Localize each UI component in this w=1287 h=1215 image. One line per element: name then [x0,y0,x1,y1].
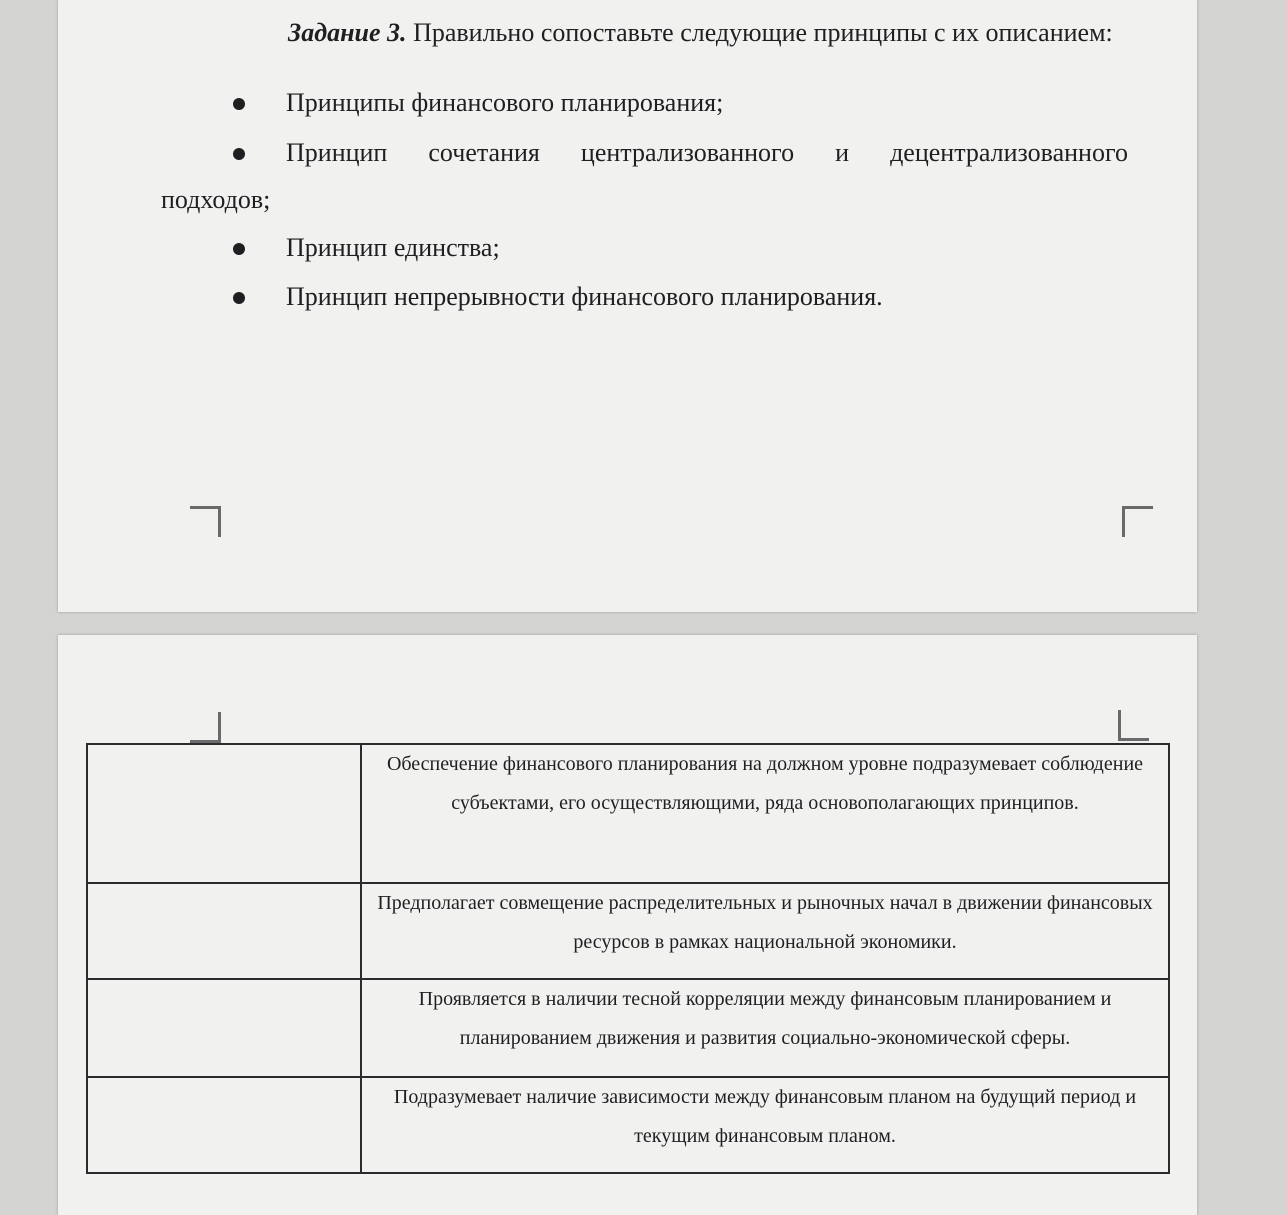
description-cell: Обеспечение финансового планирования на должном уровне подразумевает соблюдение субъектами, его осуществляющими, ряда основополагающих принципов. [361,744,1169,883]
principle-2-word: Принцип [286,138,388,167]
bullet-icon [233,98,245,110]
table-row [87,883,1169,979]
principle-2-word: и [835,138,850,167]
table-row [87,979,1169,1077]
task-text: Правильно сопоставьте следующие принципы с их описанием: [413,18,1113,47]
matching-table [86,743,1170,1174]
task-heading [288,16,1188,50]
table-row [87,744,1169,883]
principle-3: Принцип единства; [286,233,500,262]
principle-2-word: децентрализованного [890,138,1128,167]
margin-corner-icon [1118,710,1149,741]
principle-2-continuation: подходов; [161,185,271,214]
bullet-icon [233,243,245,255]
bullet-icon [233,148,245,160]
principle-2-word: сочетания [428,138,540,167]
answer-cell[interactable] [87,979,361,1077]
document-page-1 [58,0,1197,612]
description-cell: Предполагает совмещение распределительных и рыночных начал в движении финансовых ресурсов в рамках национальной экономики. [361,883,1169,979]
answer-cell[interactable] [87,1077,361,1173]
table-row [87,1077,1169,1173]
margin-corner-icon [190,712,221,743]
bullet-icon [233,292,245,304]
margin-corner-icon [1122,506,1153,537]
principle-2 [286,136,1128,170]
description-cell: Проявляется в наличии тесной корреляции между финансовым планированием и планированием движения и развития социально-экономической сферы. [361,979,1169,1077]
document-page-2 [58,635,1197,1215]
principle-1: Принципы финансового планирования; [286,88,724,117]
principle-4: Принцип непрерывности финансового планирования. [286,282,883,311]
principle-2-word: централизованного [580,138,795,167]
answer-cell[interactable] [87,744,361,883]
task-label: Задание 3. [288,18,407,47]
answer-cell[interactable] [87,883,361,979]
margin-corner-icon [190,506,221,537]
description-cell: Подразумевает наличие зависимости между финансовым планом на будущий период и текущим финансовым планом. [361,1077,1169,1173]
